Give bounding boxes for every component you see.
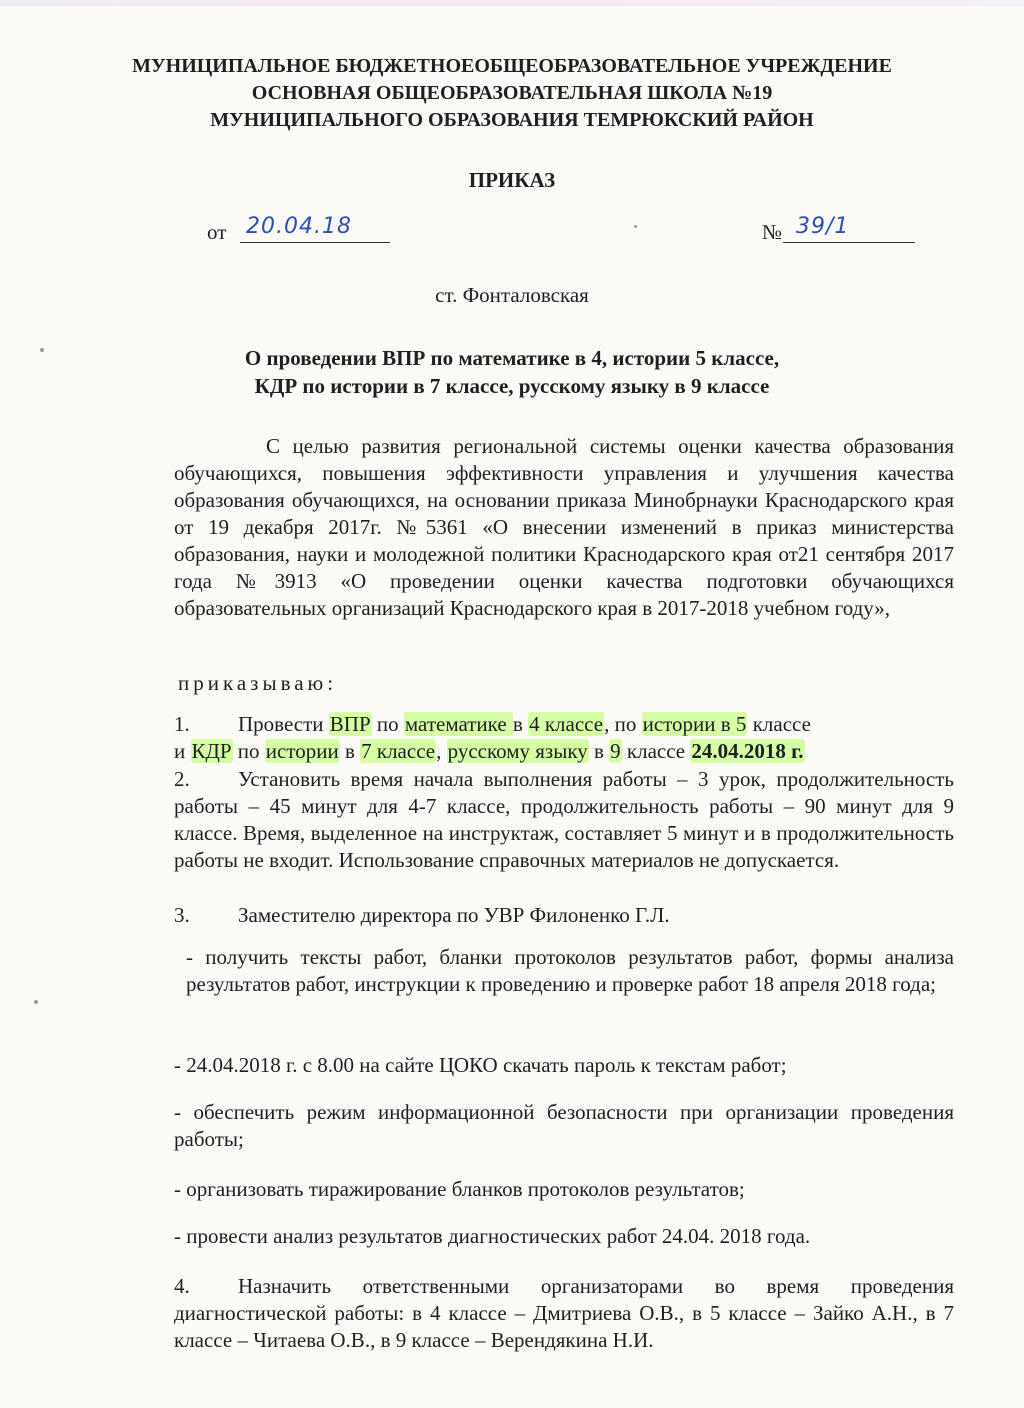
highlight-history: истории — [265, 739, 339, 763]
scan-speck — [40, 348, 44, 352]
item2-text: Установить время начала выполнения работы – 3 урок, продолжительность работы – 45 минут для 4-7 классе, продолжительность работы – 90 минут для 9 классе. Время, выделенное на инструктаж, составляет 5 минут и в продолжительность работы не входит. Использование справочных материалов не допускается. — [174, 767, 954, 872]
handwritten-date: 20.04.18 — [246, 214, 352, 239]
item1-text: в — [512, 712, 529, 736]
item1-text: , — [436, 739, 447, 763]
item1-text: по — [371, 712, 404, 736]
scan-speck — [34, 1000, 38, 1004]
highlight-vpr: ВПР — [329, 712, 371, 736]
subject-line2: КДР по истории в 7 классе, русскому языку в 9 классе — [254, 374, 770, 398]
bullet-password: - 24.04.2018 г. с 8.00 на сайте ЦОКО скачать пароль к текстам работ; — [174, 1053, 787, 1077]
highlight-russian: русскому языку — [447, 739, 588, 763]
item1-line1 — [174, 711, 974, 738]
item1-text: , по — [604, 712, 642, 736]
item1-text: в — [588, 739, 610, 763]
item3-number: 3. — [174, 903, 190, 927]
item1-text: в — [339, 739, 361, 763]
highlight-grade9: 9 — [610, 739, 621, 763]
org-name-line3: МУНИЦИПАЛЬНОГО ОБРАЗОВАНИЯ ТЕМРЮКСКИЙ РАЙОН — [210, 109, 814, 131]
scan-edge — [0, 0, 1024, 6]
item3-text: Заместителю директора по УВР Филоненко Г.Л. — [238, 903, 670, 927]
highlight-math: математике — [404, 712, 512, 736]
item1-line2 — [174, 738, 974, 765]
item4-text: Назначить ответственными организаторами во время проведения диагностической работы: в 4 классе – Дмитриева О.В., в 5 классе – Зайко А.Н., в 7 классе – Читаева О.В., в 9 классе – Верендякина Н.И. — [174, 1274, 954, 1352]
highlight-exam-date: 24.04.2018 г. — [691, 739, 804, 763]
date-label: от — [207, 220, 227, 244]
org-name-line2: ОСНОВНАЯ ОБЩЕОБРАЗОВАТЕЛЬНАЯ ШКОЛА №19 — [251, 82, 773, 104]
highlight-history5: истории в 5 — [642, 712, 747, 736]
item4 — [174, 1273, 954, 1354]
item1-text: классе — [621, 739, 691, 763]
item1-text: и — [174, 739, 191, 763]
item3 — [174, 902, 954, 929]
highlight-kdr: КДР — [191, 739, 232, 763]
item2 — [174, 766, 954, 874]
item1-text: Провести — [238, 712, 329, 736]
number-label: № — [762, 220, 783, 244]
preamble: С целью развития региональной системы оценки качества образования обучающихся, повышения эффективности управления и улучшения качества образования обучающихся, на основании приказа Минобрнауки Краснодарского края от 19 декабря 2017г. №5361 «О внесении изменений в приказ министерства образования, науки и молодежной политики Краснодарского края от21 сентября 2017 года №3913 «О проведении оценки качества подготовки обучающихся образовательных организаций Краснодарского края в 2017-2018 учебном году», — [174, 434, 954, 620]
bullet-print-forms: - организовать тиражирование бланков протоколов результатов; — [174, 1177, 745, 1201]
place: ст. Фонталовская — [435, 283, 589, 307]
org-name-line1: МУНИЦИПАЛЬНОЕ БЮДЖЕТНОЕОБЩЕОБРАЗОВАТЕЛЬНОЕ УЧРЕЖДЕНИЕ — [132, 55, 892, 77]
item4-number: 4. — [174, 1274, 190, 1298]
bullet-security: - обеспечить режим информационной безопасности при организации проведения работы; — [174, 1100, 954, 1151]
handwritten-number: 39/1 — [796, 214, 850, 239]
document-type: ПРИКАЗ — [468, 168, 556, 192]
item1-text: по — [232, 739, 265, 763]
item1-text: классе — [747, 712, 811, 736]
item2-number: 2. — [174, 767, 190, 791]
bullet-analysis: - провести анализ результатов диагностических работ 24.04. 2018 года. — [174, 1224, 811, 1248]
item1-number: 1. — [174, 712, 190, 736]
bullet-get-texts: - получить тексты работ, бланки протоколов результатов работ, формы анализа результатов работ, инструкции к проведению и проверке работ 18 апреля 2018 года; — [186, 945, 954, 996]
order-word: приказываю: — [178, 671, 338, 695]
highlight-grade4: 4 классе — [529, 712, 604, 736]
highlight-grade7: 7 классе — [361, 739, 436, 763]
scan-speck — [634, 225, 637, 228]
subject-line1: О проведении ВПР по математике в 4, истории 5 классе, — [244, 346, 780, 370]
